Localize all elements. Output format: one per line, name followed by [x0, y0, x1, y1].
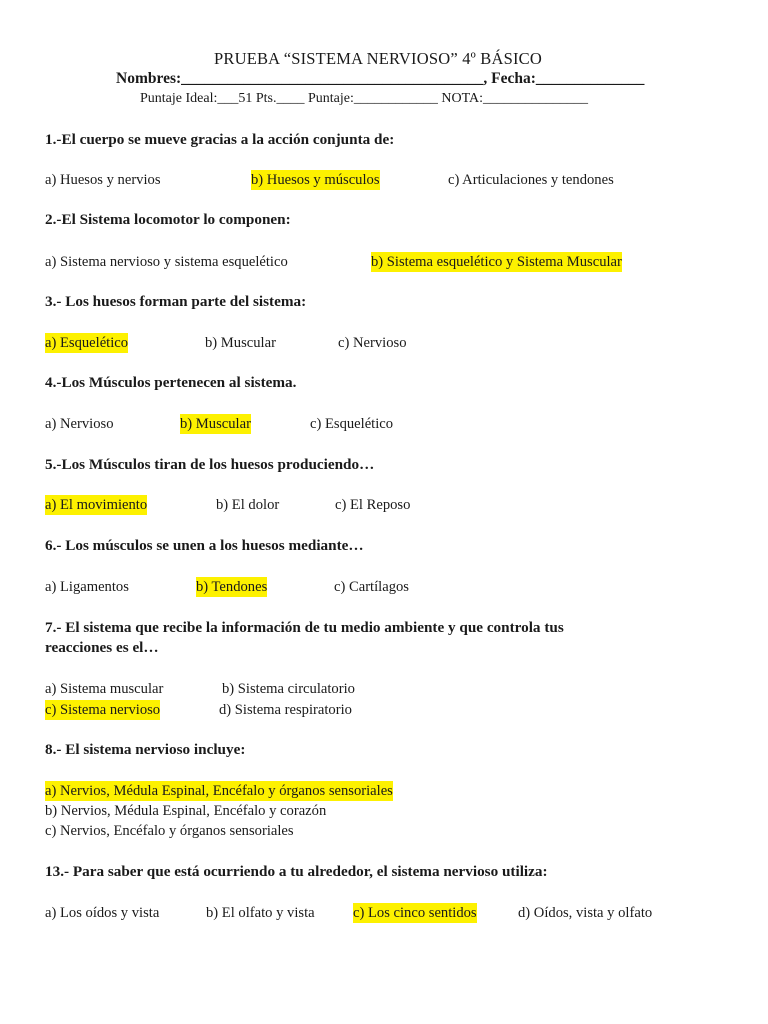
q6-option-c: c) Cartílagos: [334, 579, 409, 595]
q2-option-a: a) Sistema nervioso y sistema esquelético: [45, 254, 288, 270]
q4-option-a: a) Nervioso: [45, 416, 114, 432]
q5-option-c: c) El Reposo: [335, 497, 411, 513]
q8-option-c: c) Nervios, Encéfalo y órganos sensoriales: [45, 823, 294, 839]
q6-option-b-highlighted: b) Tendones: [196, 579, 268, 595]
q4-option-b-highlighted: b) Muscular: [180, 416, 251, 432]
q4-option-c: c) Esquelético: [310, 416, 394, 432]
question-7-line-2: reacciones es el…: [45, 639, 159, 656]
question-3: 3.- Los huesos forman parte del sistema:: [45, 293, 307, 310]
score-line: Puntaje Ideal:___51 Pts.____ Puntaje:____________ NOTA:_______________: [140, 91, 589, 106]
page-title: PRUEBA “SISTEMA NERVIOSO” 4º BÁSICO: [214, 49, 542, 68]
q1-option-c: c) Articulaciones y tendones: [448, 172, 614, 188]
question-7-line-1: 7.- El sistema que recibe la información de tu medio ambiente y que controla tus: [45, 619, 564, 636]
q7-option-a: a) Sistema muscular: [45, 681, 164, 697]
question-6: 6.- Los músculos se unen a los huesos mediante…: [45, 537, 364, 554]
q8-option-a-highlighted: a) Nervios, Médula Espinal, Encéfalo y órganos sensoriales: [45, 783, 393, 799]
q13-option-b: b) El olfato y vista: [206, 905, 315, 921]
q1-option-a: a) Huesos y nervios: [45, 172, 161, 188]
q7-option-b: b) Sistema circulatorio: [222, 681, 355, 697]
q5-option-b: b) El dolor: [216, 497, 280, 513]
names-date-line: Nombres:_______________________________________, Fecha:______________: [116, 70, 645, 87]
question-5: 5.-Los Músculos tiran de los huesos produciendo…: [45, 456, 375, 473]
question-13: 13.- Para saber que está ocurriendo a tu alrededor, el sistema nervioso utiliza:: [45, 863, 548, 880]
q3-option-b: b) Muscular: [205, 335, 276, 351]
question-4: 4.-Los Músculos pertenecen al sistema.: [45, 374, 297, 391]
q7-option-c-highlighted: c) Sistema nervioso: [45, 702, 161, 718]
q7-option-d: d) Sistema respiratorio: [219, 702, 352, 718]
q6-option-a: a) Ligamentos: [45, 579, 129, 595]
q13-option-c-highlighted: c) Los cinco sentidos: [353, 905, 477, 921]
q3-option-a-highlighted: a) Esquelético: [45, 335, 129, 351]
q8-option-b: b) Nervios, Médula Espinal, Encéfalo y corazón: [45, 803, 327, 819]
q5-option-a-highlighted: a) El movimiento: [45, 497, 148, 513]
question-1: 1.-El cuerpo se mueve gracias a la acción conjunta de:: [45, 131, 395, 148]
q3-option-c: c) Nervioso: [338, 335, 407, 351]
q13-option-a: a) Los oídos y vista: [45, 905, 160, 921]
q1-option-b-highlighted: b) Huesos y músculos: [251, 172, 380, 188]
question-2: 2.-El Sistema locomotor lo componen:: [45, 211, 291, 228]
question-8: 8.- El sistema nervioso incluye:: [45, 741, 246, 758]
q2-option-b-highlighted: b) Sistema esquelético y Sistema Muscular: [371, 254, 622, 270]
q13-option-d: d) Oídos, vista y olfato: [518, 905, 653, 921]
